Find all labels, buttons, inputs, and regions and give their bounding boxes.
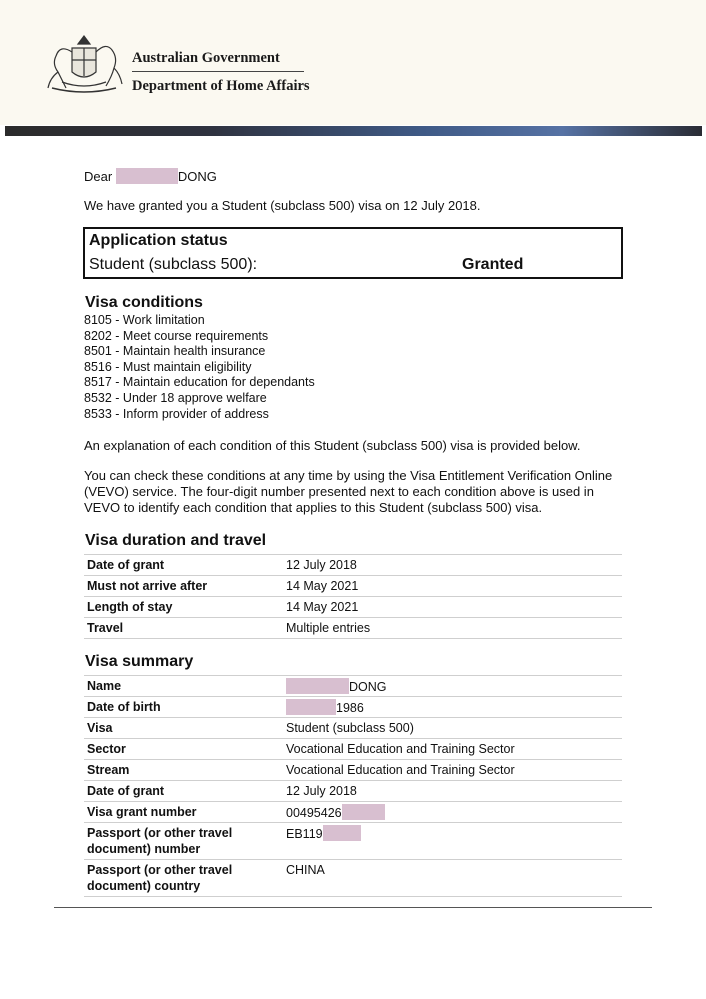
row-label: Date of birth (87, 700, 161, 714)
vevo-text-line-2: (VEVO) service. The four-digit number presented next to each condition above is used in (84, 484, 594, 499)
row-value: Multiple entries (286, 621, 371, 635)
row-label: Travel (87, 621, 124, 635)
table-row (84, 555, 622, 576)
letterhead (0, 0, 706, 125)
row-label: Passport (or other travel document) number (87, 826, 233, 856)
list-item: 8202 - Meet course requirements (84, 328, 269, 343)
footer-rule (54, 907, 652, 908)
redaction-block (286, 699, 336, 715)
row-label: Date of grant (87, 558, 165, 572)
row-value: 14 May 2021 (286, 600, 359, 614)
salutation: Dear (84, 169, 113, 184)
header-band (5, 126, 702, 136)
salutation-line (84, 168, 217, 185)
dob-value: 1986 (336, 701, 364, 715)
row-label: Visa grant number (87, 805, 197, 819)
row-label: Passport (or other travel document) country (87, 863, 233, 893)
list-item: 8532 - Under 18 approve welfare (84, 390, 267, 405)
government-name: Australian Government (132, 50, 280, 66)
row-value: 14 May 2021 (286, 579, 359, 593)
vevo-text-line-3: VEVO to identify each condition that applies to this Student (subclass 500) visa. (84, 500, 543, 515)
application-status-box (83, 227, 623, 279)
row-value (286, 678, 387, 695)
table-row (84, 597, 622, 618)
row-label: Name (87, 679, 122, 693)
application-status-value: Granted (462, 256, 524, 273)
table-row (84, 823, 622, 860)
list-item: 8516 - Must maintain eligibility (84, 359, 252, 374)
row-label: Must not arrive after (87, 579, 208, 593)
table-row (84, 618, 622, 639)
surname: DONG (177, 169, 217, 184)
summary-title: Visa summary (85, 653, 194, 670)
row-value (286, 804, 385, 821)
redaction-block (342, 804, 385, 820)
department-name: Department of Home Affairs (132, 78, 310, 94)
name-value: DONG (349, 680, 387, 694)
passport-number-value: EB119 (286, 827, 323, 841)
row-label: Length of stay (87, 600, 173, 614)
table-row (84, 739, 622, 760)
row-value: CHINA (286, 863, 325, 877)
row-value: Vocational Education and Training Sector (286, 763, 515, 777)
row-label: Sector (87, 742, 126, 756)
coat-of-arms-icon (42, 34, 126, 96)
visa-conditions-list (84, 313, 315, 422)
row-value (286, 825, 361, 842)
list-item: 8517 - Maintain education for dependants (84, 375, 315, 390)
table-row (84, 802, 622, 823)
list-item: 8501 - Maintain health insurance (84, 344, 266, 359)
application-status-label: Student (subclass 500): (89, 256, 258, 273)
redaction-block (323, 825, 361, 841)
row-value: 12 July 2018 (286, 558, 357, 572)
row-label: Visa (87, 721, 113, 735)
row-label: Stream (87, 763, 130, 777)
table-row (84, 576, 622, 597)
table-row (84, 718, 622, 739)
table-row (84, 860, 622, 897)
row-value (286, 699, 364, 716)
letterhead-rule (132, 71, 304, 72)
list-item: 8105 - Work limitation (84, 313, 205, 327)
grant-number-value: 00495426 (286, 806, 342, 820)
vevo-text-line-1: You can check these conditions at any time by using the Visa Entitlement Verification Online (84, 468, 613, 483)
application-status-title: Application status (89, 232, 228, 249)
table-row (84, 697, 622, 718)
explanation-text: An explanation of each condition of this Student (subclass 500) visa is provided below. (84, 438, 581, 453)
table-row (84, 760, 622, 781)
summary-table (84, 675, 622, 897)
redaction-block (116, 168, 178, 184)
intro-text: We have granted you a Student (subclass 500) visa on 12 July 2018. (84, 198, 481, 213)
visa-conditions-title: Visa conditions (85, 294, 203, 311)
table-row (84, 781, 622, 802)
redaction-block (286, 678, 349, 694)
list-item: 8533 - Inform provider of address (84, 406, 269, 421)
row-value: Student (subclass 500) (286, 721, 414, 735)
duration-title: Visa duration and travel (85, 532, 267, 549)
table-row (84, 676, 622, 697)
row-label: Date of grant (87, 784, 165, 798)
row-value: 12 July 2018 (286, 784, 357, 798)
row-value: Vocational Education and Training Sector (286, 742, 515, 756)
duration-table (84, 554, 622, 639)
